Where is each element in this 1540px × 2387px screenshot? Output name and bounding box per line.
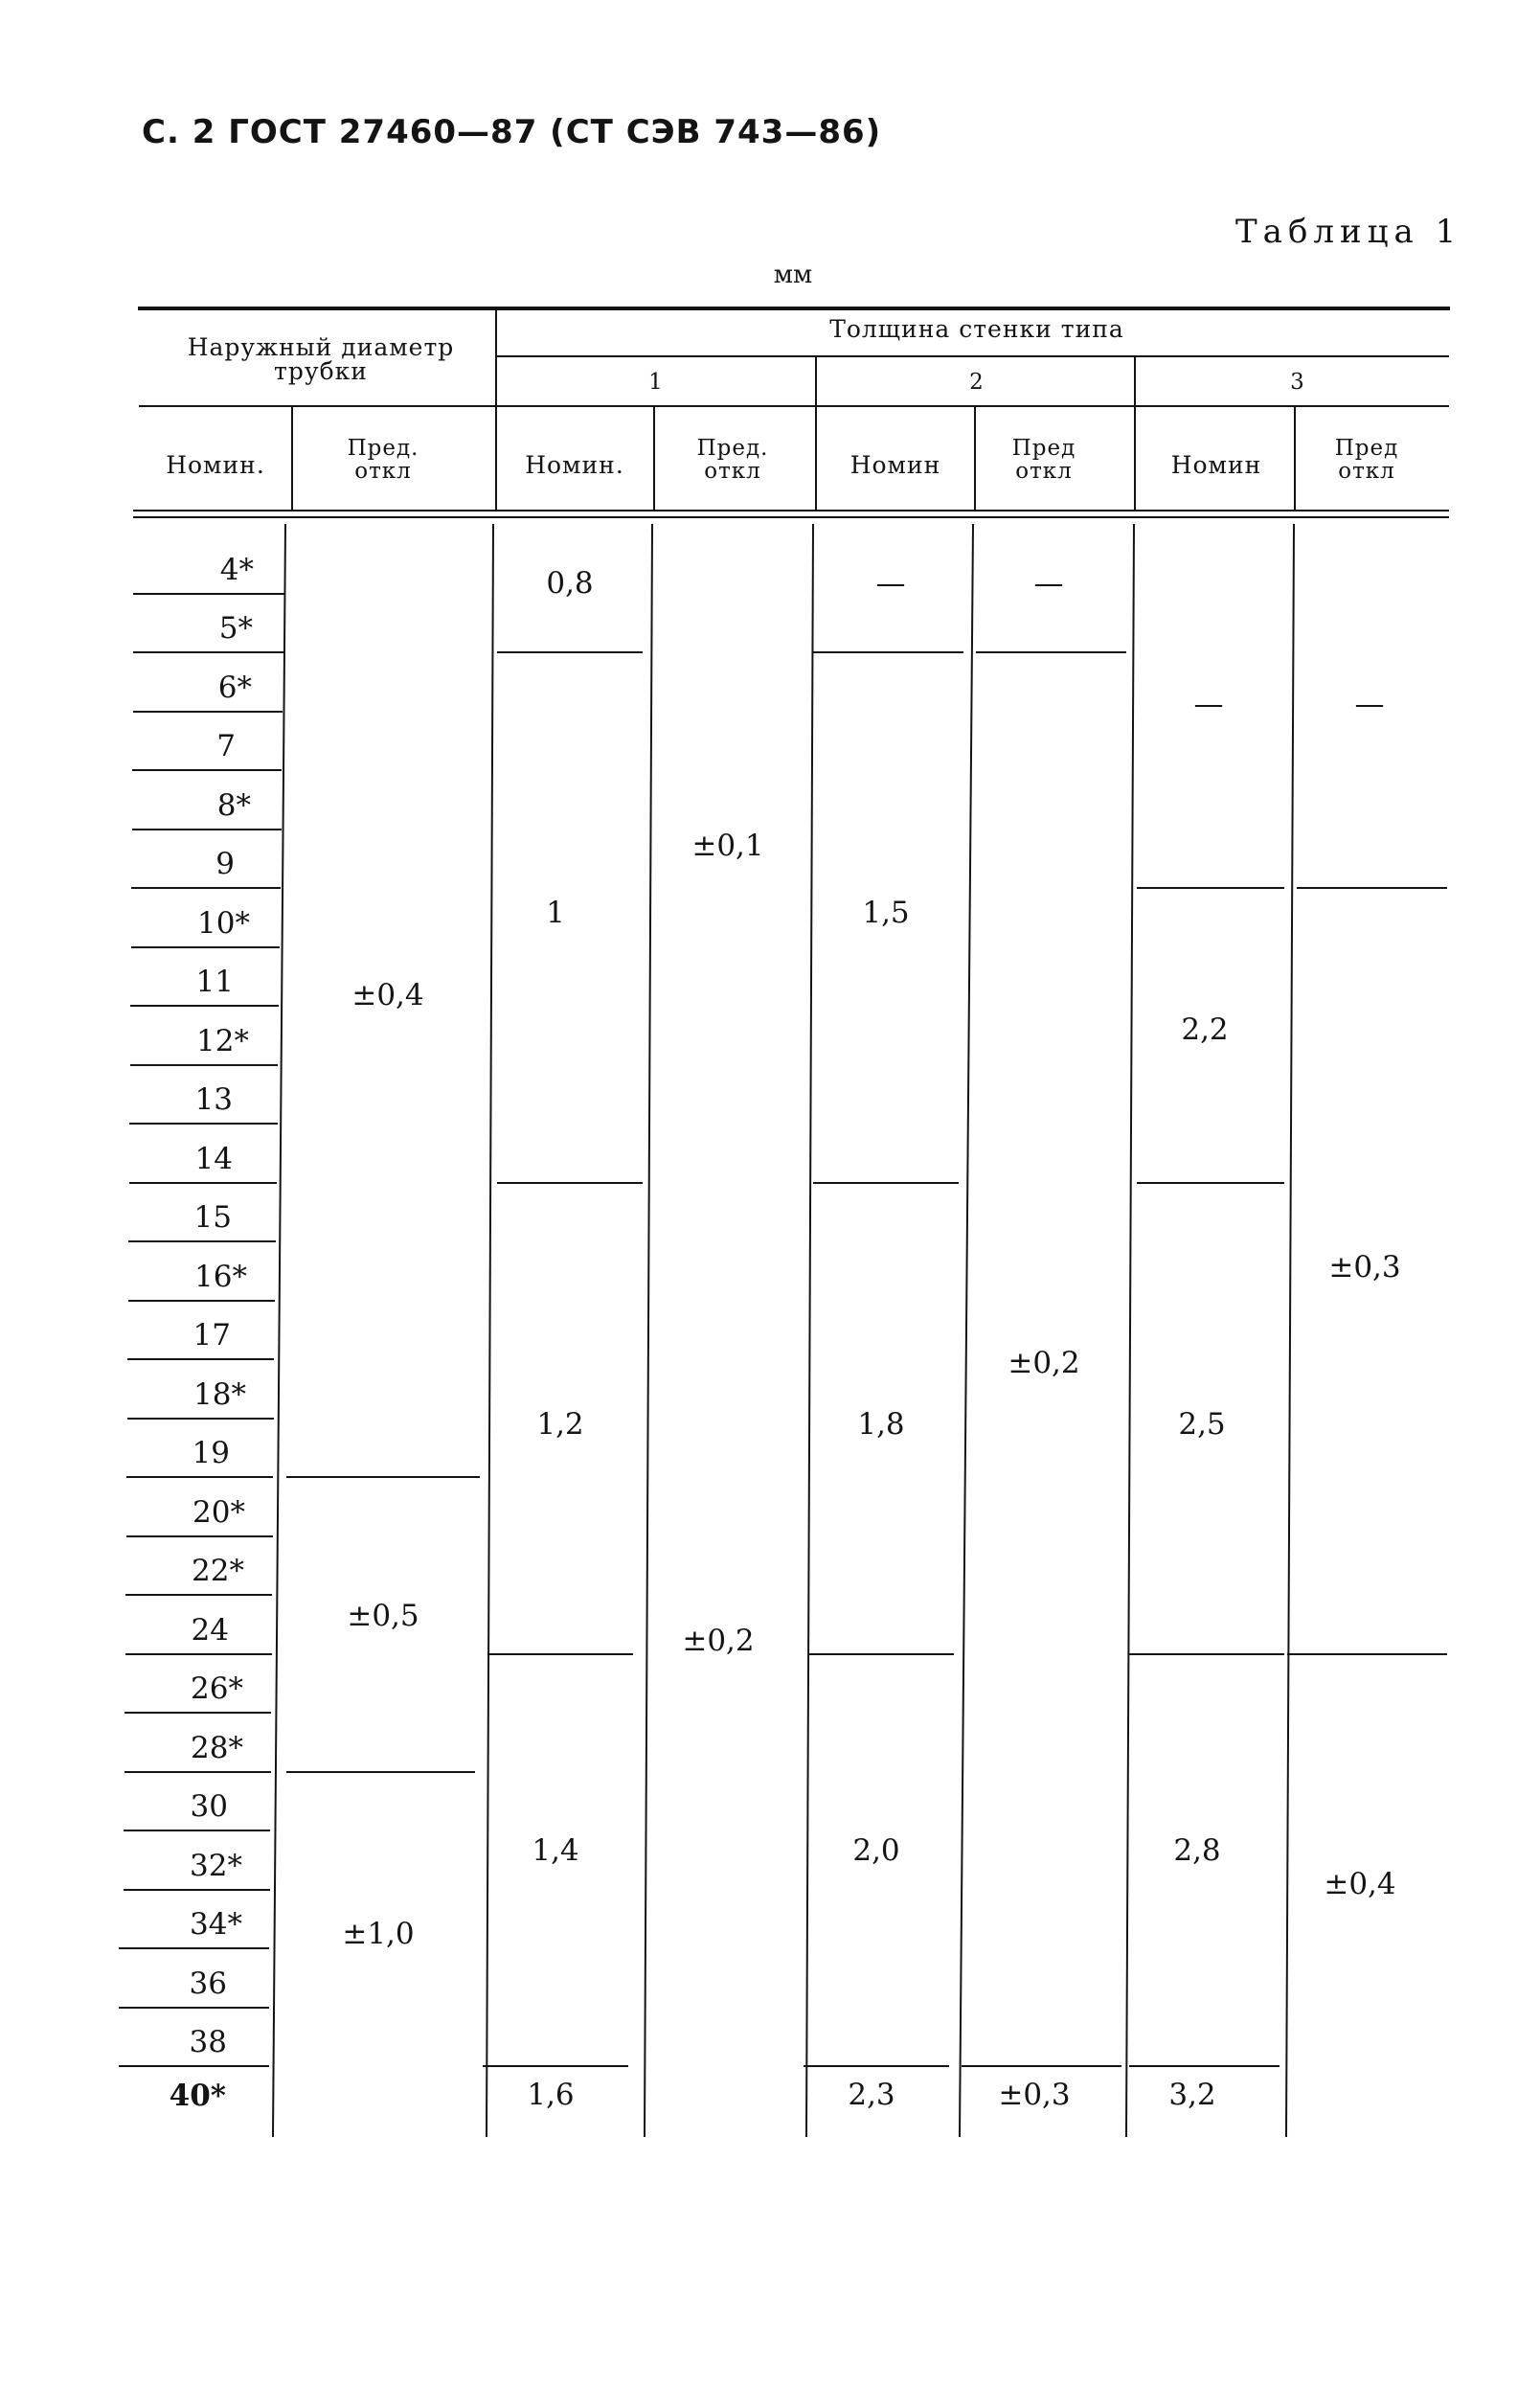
diameter-deviation: ±1,0 [342,1917,415,1951]
header-col-nom-type3: Номин [1170,451,1262,479]
type2-nominal: 1,8 [857,1407,905,1442]
diameter-value: 15 [193,1200,232,1235]
type3-deviation: ±0,3 [1328,1250,1401,1284]
type3-deviation: ±0,4 [1324,1867,1396,1901]
header-type-3: 3 [1290,370,1305,395]
diameter-value: 26* [191,1671,243,1706]
body-vline-5 [960,525,973,2136]
type2-nominal: — [875,566,906,601]
diameter-value: 4* [219,553,254,587]
type1-nominal: 1,2 [536,1407,584,1442]
diameter-value: 32* [190,1849,242,1883]
type2-nominal: 2,3 [848,2078,895,2112]
diameter-value: 5* [218,611,253,646]
diameter-value: 19 [192,1436,230,1470]
diameter-value: 11 [195,965,234,999]
diameter-value: 28* [191,1731,243,1765]
diameter-value: 34* [190,1907,242,1942]
diameter-deviation: ±0,5 [347,1599,419,1633]
type3-nominal: 2,2 [1181,1012,1229,1047]
diameter-value: 12* [196,1024,249,1058]
header-col-dev-type1: Пред. откл [696,436,769,485]
units-label: мм [773,261,813,289]
type2-deviation: ±0,2 [1008,1346,1080,1380]
type3-nominal: 2,5 [1178,1407,1226,1442]
header-col-nom-diameter: Номин. [166,451,265,479]
header-type-1: 1 [648,370,664,395]
page-header: С. 2 ГОСТ 27460—87 (СТ СЭВ 743—86) [142,113,882,151]
type2-nominal: 2,0 [852,1833,900,1868]
header-outer-diameter: Наружный диаметр трубки [187,333,455,385]
diameter-value: 36 [189,1966,227,2001]
type2-nominal: 1,5 [862,896,910,930]
type1-nominal: 0,8 [546,566,594,601]
body-vline-7 [1286,525,1294,2136]
type2-deviation: — [1033,566,1064,601]
body-vline-2 [487,525,493,2136]
diameter-value: 16* [194,1260,247,1294]
type1-nominal: 1,6 [527,2078,575,2112]
diameter-value: 8* [216,788,251,823]
type1-nominal: 1 [546,896,565,930]
type1-deviation: ±0,1 [691,829,764,863]
diameter-value: 7 [216,729,236,763]
table-label: Таблица 1 [1235,213,1462,251]
header-col-dev-type2: Пред откл [1011,436,1076,485]
type3-nominal: 3,2 [1168,2078,1216,2112]
diameter-value: 14 [194,1142,233,1176]
header-col-dev-diameter: Пред. откл [347,436,419,485]
body-vline-4 [806,525,813,2136]
diameter-value: 10* [197,906,250,941]
body-vline-1 [273,525,285,2136]
header-col-dev-type3: Пред откл [1334,436,1399,485]
header-col-nom-type1: Номин. [525,451,624,479]
type3-nominal: 2,8 [1173,1833,1221,1868]
header-col-nom-type2: Номин [849,451,941,479]
header-wall-thickness: Толщина стенки типа [829,315,1124,343]
diameter-value: 9 [215,847,235,881]
diameter-value: 30 [190,1789,228,1824]
diameter-value: 24 [191,1613,229,1648]
header-type-2: 2 [969,370,985,395]
type3-nominal: — [1193,687,1224,721]
type3-deviation: — [1354,687,1385,721]
diameter-deviation: ±0,4 [351,978,424,1012]
diameter-value: 6* [217,671,252,705]
type2-deviation: ±0,3 [998,2078,1071,2112]
diameter-value: 20* [192,1495,245,1530]
diameter-value: 17 [192,1318,231,1353]
type1-nominal: 1,4 [532,1833,579,1868]
body-vline-6 [1126,525,1134,2136]
diameter-value: 13 [194,1082,233,1117]
diameter-value: 38 [189,2025,227,2059]
diameter-value: 18* [193,1377,246,1412]
type1-deviation: ±0,2 [682,1624,755,1658]
diameter-value: 40* [169,2079,226,2113]
diameter-value: 22* [192,1554,244,1588]
body-vline-3 [645,525,652,2136]
